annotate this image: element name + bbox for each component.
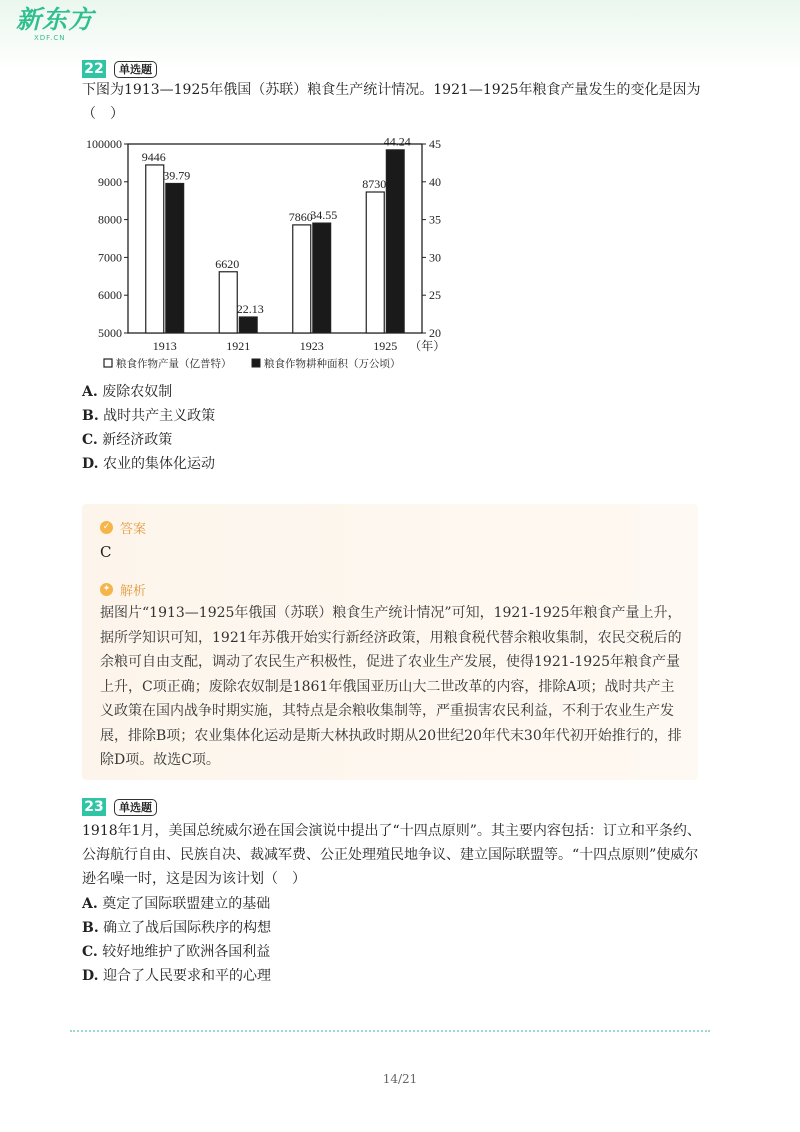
x-category-label: 1913 [152,339,177,353]
analysis-text: 据图片“1913—1925年俄国（苏联）粮食生产统计情况”可知，1921-1925年粮食产量上升，据所学知识可知，1921年苏俄开始实行新经济政策，用粮食税代替余粮收集制，农民交税后的余粮可自由支配，调动了农民生产积极性，促进了农业生产发展，使得1921-1925年粮食产量上升，C项正确；废除农奴制是1861年俄国亚历山大二世改革的内容，排除A项；战时共产主义政策在国内战争时期实施，其特点是余粮收集制等，严重损害农民利益，不利于农业生产发展，排除B项；农业集体化运动是斯大林执政时期从20世纪20年代末30年代初开始推行的，排除D项。故选C项。 [100,605,682,768]
y-right-tick-label: 35 [429,212,441,227]
data-label-area: 34.55 [310,208,338,223]
bar-grain-output [366,192,384,333]
y-right-tick-label: 20 [429,326,441,340]
question-22-stem: 下图为1913—1925年俄国（苏联）粮食生产统计情况。1921—1925年粮食产量发生的变化是因为（ ） [82,82,701,122]
question-23-options [82,892,271,988]
bar-grain-output [293,225,311,333]
data-label-area: 39.79 [163,168,191,183]
data-label-output: 6620 [215,256,240,271]
y-left-tick-label: 7000 [98,250,122,265]
y-right-tick-label: 30 [429,250,441,265]
bar-grain-area [239,317,257,333]
grain-production-chart [80,130,460,370]
option-c[interactable]: C. 较好地维护了欧洲各国利益 [82,944,271,960]
y-left-tick-label: 9000 [98,174,122,189]
option-d[interactable]: D. 农业的集体化运动 [82,456,215,472]
analysis-heading [100,580,146,599]
answer-heading [100,518,146,537]
question-number: 22 [82,60,106,78]
bar-grain-area [313,223,331,333]
x-axis-unit: （年） [409,339,446,353]
logo-main-text: 新东方 [16,5,95,34]
option-b[interactable]: B. 确立了战后国际秩序的构想 [82,920,272,936]
bar-grain-output [219,272,237,333]
logo-sub-text: XDF.CN [34,34,66,42]
answer-value: C [100,543,112,561]
data-label-output: 8730 [362,177,387,192]
y-right-tick-label: 40 [429,174,441,189]
y-right-tick-label: 25 [429,288,441,303]
legend-swatch-output [104,359,112,367]
legend-swatch-area [252,359,260,367]
data-label-area: 22.13 [236,301,264,316]
x-category-label: 1923 [299,339,324,353]
x-category-label: 1921 [226,339,251,353]
option-a[interactable]: A. 废除农奴制 [82,384,173,400]
legend-label-output: 粮食作物产量（亿普特） [116,359,232,370]
data-label-output: 7860 [288,209,313,224]
bar-grain-area [166,183,184,333]
bar-grain-area [386,150,404,333]
question-type-badge: 单选题 [114,61,157,78]
legend-label-area: 粮食作物耕种面积（万公顷） [264,359,401,370]
question-22-header [82,60,157,78]
page-number: 14/21 [382,1072,418,1086]
divider-dotted [70,1030,710,1032]
lightbulb-icon: ✦ [100,583,113,596]
y-left-tick-label: 5000 [98,326,122,340]
data-label-output: 9446 [141,149,166,164]
option-a[interactable]: A. 奠定了国际联盟建立的基础 [82,896,271,912]
brand-logo [16,6,94,42]
y-left-tick-label: 100000 [86,137,122,151]
check-icon: ✓ [100,521,113,534]
question-23-stem: 1918年1月，美国总统威尔逊在国会演说中提出了“十四点原则”。其主要内容包括：订立和平条约、公海航行自由、民族自决、裁减军费、公正处理殖民地争议、建立国际联盟等。“十四点原则”使威尔逊名噪一时，这是因为该计划（ ） [82,823,701,887]
y-right-tick-label: 45 [429,137,441,151]
analysis-label: 解析 [120,584,147,599]
option-d[interactable]: D. 迎合了人民要求和平的心理 [82,968,271,984]
option-c[interactable]: C. 新经济政策 [82,432,173,448]
question-23-header [82,798,157,816]
y-left-tick-label: 8000 [98,212,122,227]
question-number: 23 [82,798,106,816]
x-category-label: 1925 [373,339,398,353]
y-left-tick-label: 6000 [98,288,122,303]
bar-grain-output [146,165,164,333]
data-label-area: 44.24 [383,134,411,149]
answer-label: 答案 [120,522,147,537]
question-type-badge: 单选题 [114,799,157,816]
question-22-options [82,380,215,476]
option-b[interactable]: B. 战时共产主义政策 [82,408,216,424]
